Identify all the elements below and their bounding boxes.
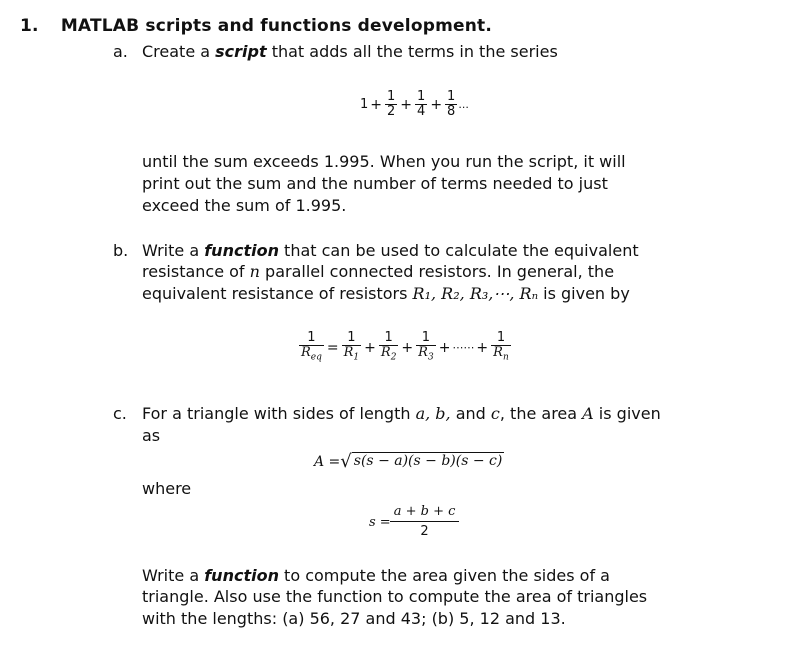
part-a-letter: a. [113,42,128,61]
part-c-letter: c. [113,404,127,423]
rn-frac-den [491,345,511,365]
part-a-line-1: until the sum exceeds 1.995. When you run the script, it will [142,152,626,171]
sqrt-sign-icon: √ [340,451,352,472]
req-frac [299,331,324,365]
series-ellipsis: ... [458,98,469,111]
req-subscript: eq [310,352,322,363]
r2-subscript: 2 [390,352,397,363]
series-frac-1-den: 2 [387,104,396,119]
s-frac-num: a + b + c [393,504,456,519]
resistance-ellipsis: ⋯⋯ [452,341,475,355]
r3-frac-num: 1 [421,330,431,345]
part-b-letter: b. [113,241,129,260]
part-c-sides-ab: a, b, [415,404,451,423]
series-frac-2 [415,90,427,119]
part-c-function-emphasis: function [204,566,279,585]
r3-symbol: R [418,345,428,360]
part-a-intro [142,41,558,63]
series-lead-term: 1 [360,97,369,112]
r3-frac [416,331,436,365]
part-c-line-1-post: is given [593,404,661,423]
r1-subscript: 1 [353,352,360,363]
part-c-last-line-3: with the lengths: (a) 56, 27 and 43; (b) 5, 12 and 13. [142,609,566,628]
series-plus-3: + [430,96,443,113]
req-frac-den [299,345,324,365]
part-a-script-emphasis: script [215,42,267,61]
part-a-line-3: exceed the sum of 1.995. [142,196,347,215]
question-title: MATLAB scripts and functions development. [60,16,492,36]
series-frac-2-num: 1 [417,89,426,104]
part-b-line-2-pre: resistance of [142,262,250,281]
r1-frac-den [342,345,362,365]
area-lhs: A = [314,454,341,470]
series-frac-2-den: 4 [417,104,426,119]
s-lhs: s = [369,515,391,530]
part-b-line-2-post: parallel connected resistors. In general, the [259,262,615,281]
area-sqrt [340,452,504,472]
part-b-line-2 [142,261,614,283]
part-c-line-1 [142,403,661,425]
question-number: 1. [20,16,39,36]
resistance-plus-1: + [364,339,376,356]
part-c-line-1-mid: , the area [499,404,583,423]
part-b-resistor-list: R₁, R₂, R₃,⋯, Rₙ [412,284,539,303]
r1-symbol: R [343,345,354,360]
part-c-line-1-and: and [450,404,491,423]
rn-symbol: R [493,345,503,360]
series-frac-3-den: 8 [447,104,456,119]
part-a-intro-pre: Create a [142,42,216,61]
series-plus-1: + [370,96,383,113]
part-c-line-2: as [142,426,161,445]
area-formula [314,452,504,472]
r3-subscript: 3 [427,352,434,363]
series-frac-1-num: 1 [387,89,396,104]
resistance-plus-2: + [401,339,414,356]
r2-symbol: R [380,345,391,360]
semi-perimeter-formula [369,503,458,542]
part-c-side-c: c [490,404,500,423]
part-c-last-pre: Write a [142,566,205,585]
series-frac-1 [385,90,397,119]
part-c-line-1-pre: For a triangle with sides of length [142,404,416,423]
part-b-function-emphasis: function [204,241,279,260]
area-radicand: s(s − a)(s − b)(s − c) [352,452,505,472]
r2-frac-num: 1 [384,330,393,345]
series-frac-3-num: 1 [447,89,456,104]
req-symbol: R [301,345,311,360]
part-b-line-1 [142,240,639,262]
r1-frac-num: 1 [347,330,356,345]
resistance-plus-4: + [476,339,489,356]
req-frac-num: 1 [307,330,316,345]
part-b-line-3-post: is given by [538,284,630,303]
resistance-formula [298,331,512,365]
part-b-line-1-pre: Write a [142,241,205,260]
r1-frac [342,331,362,365]
resistance-equals: = [326,339,339,356]
part-a-intro-post: that adds all the terms in the series [266,42,558,61]
resistance-plus-3: + [438,339,451,356]
rn-subscript: n [502,352,509,363]
where-label: where [142,479,192,498]
part-a-line-2: print out the sum and the number of terms needed to just [142,174,608,193]
rn-frac [491,331,511,365]
part-c-last-line-2: triangle. Also use the function to compute the area of triangles [142,587,648,606]
series-frac-3 [445,90,457,119]
part-c-area-var: A [582,404,594,423]
series-plus-2: + [400,96,413,113]
part-b-line-3 [142,283,630,305]
rn-frac-num: 1 [496,330,506,345]
r2-frac-den [379,345,399,365]
r3-frac-den [416,345,436,365]
series-formula [360,90,469,119]
part-b-line-1-post: that can be used to calculate the equivalent [278,241,639,260]
part-c-last-post: to compute the area given the sides of a [278,566,610,585]
r2-frac [379,331,399,365]
part-b-var-n: n [249,262,260,281]
part-b-line-3-pre: equivalent resistance of resistors [142,284,413,303]
part-c-last-line-1 [142,565,610,587]
s-frac [392,503,458,542]
question-heading [20,16,492,36]
s-frac-den: 2 [390,521,460,542]
